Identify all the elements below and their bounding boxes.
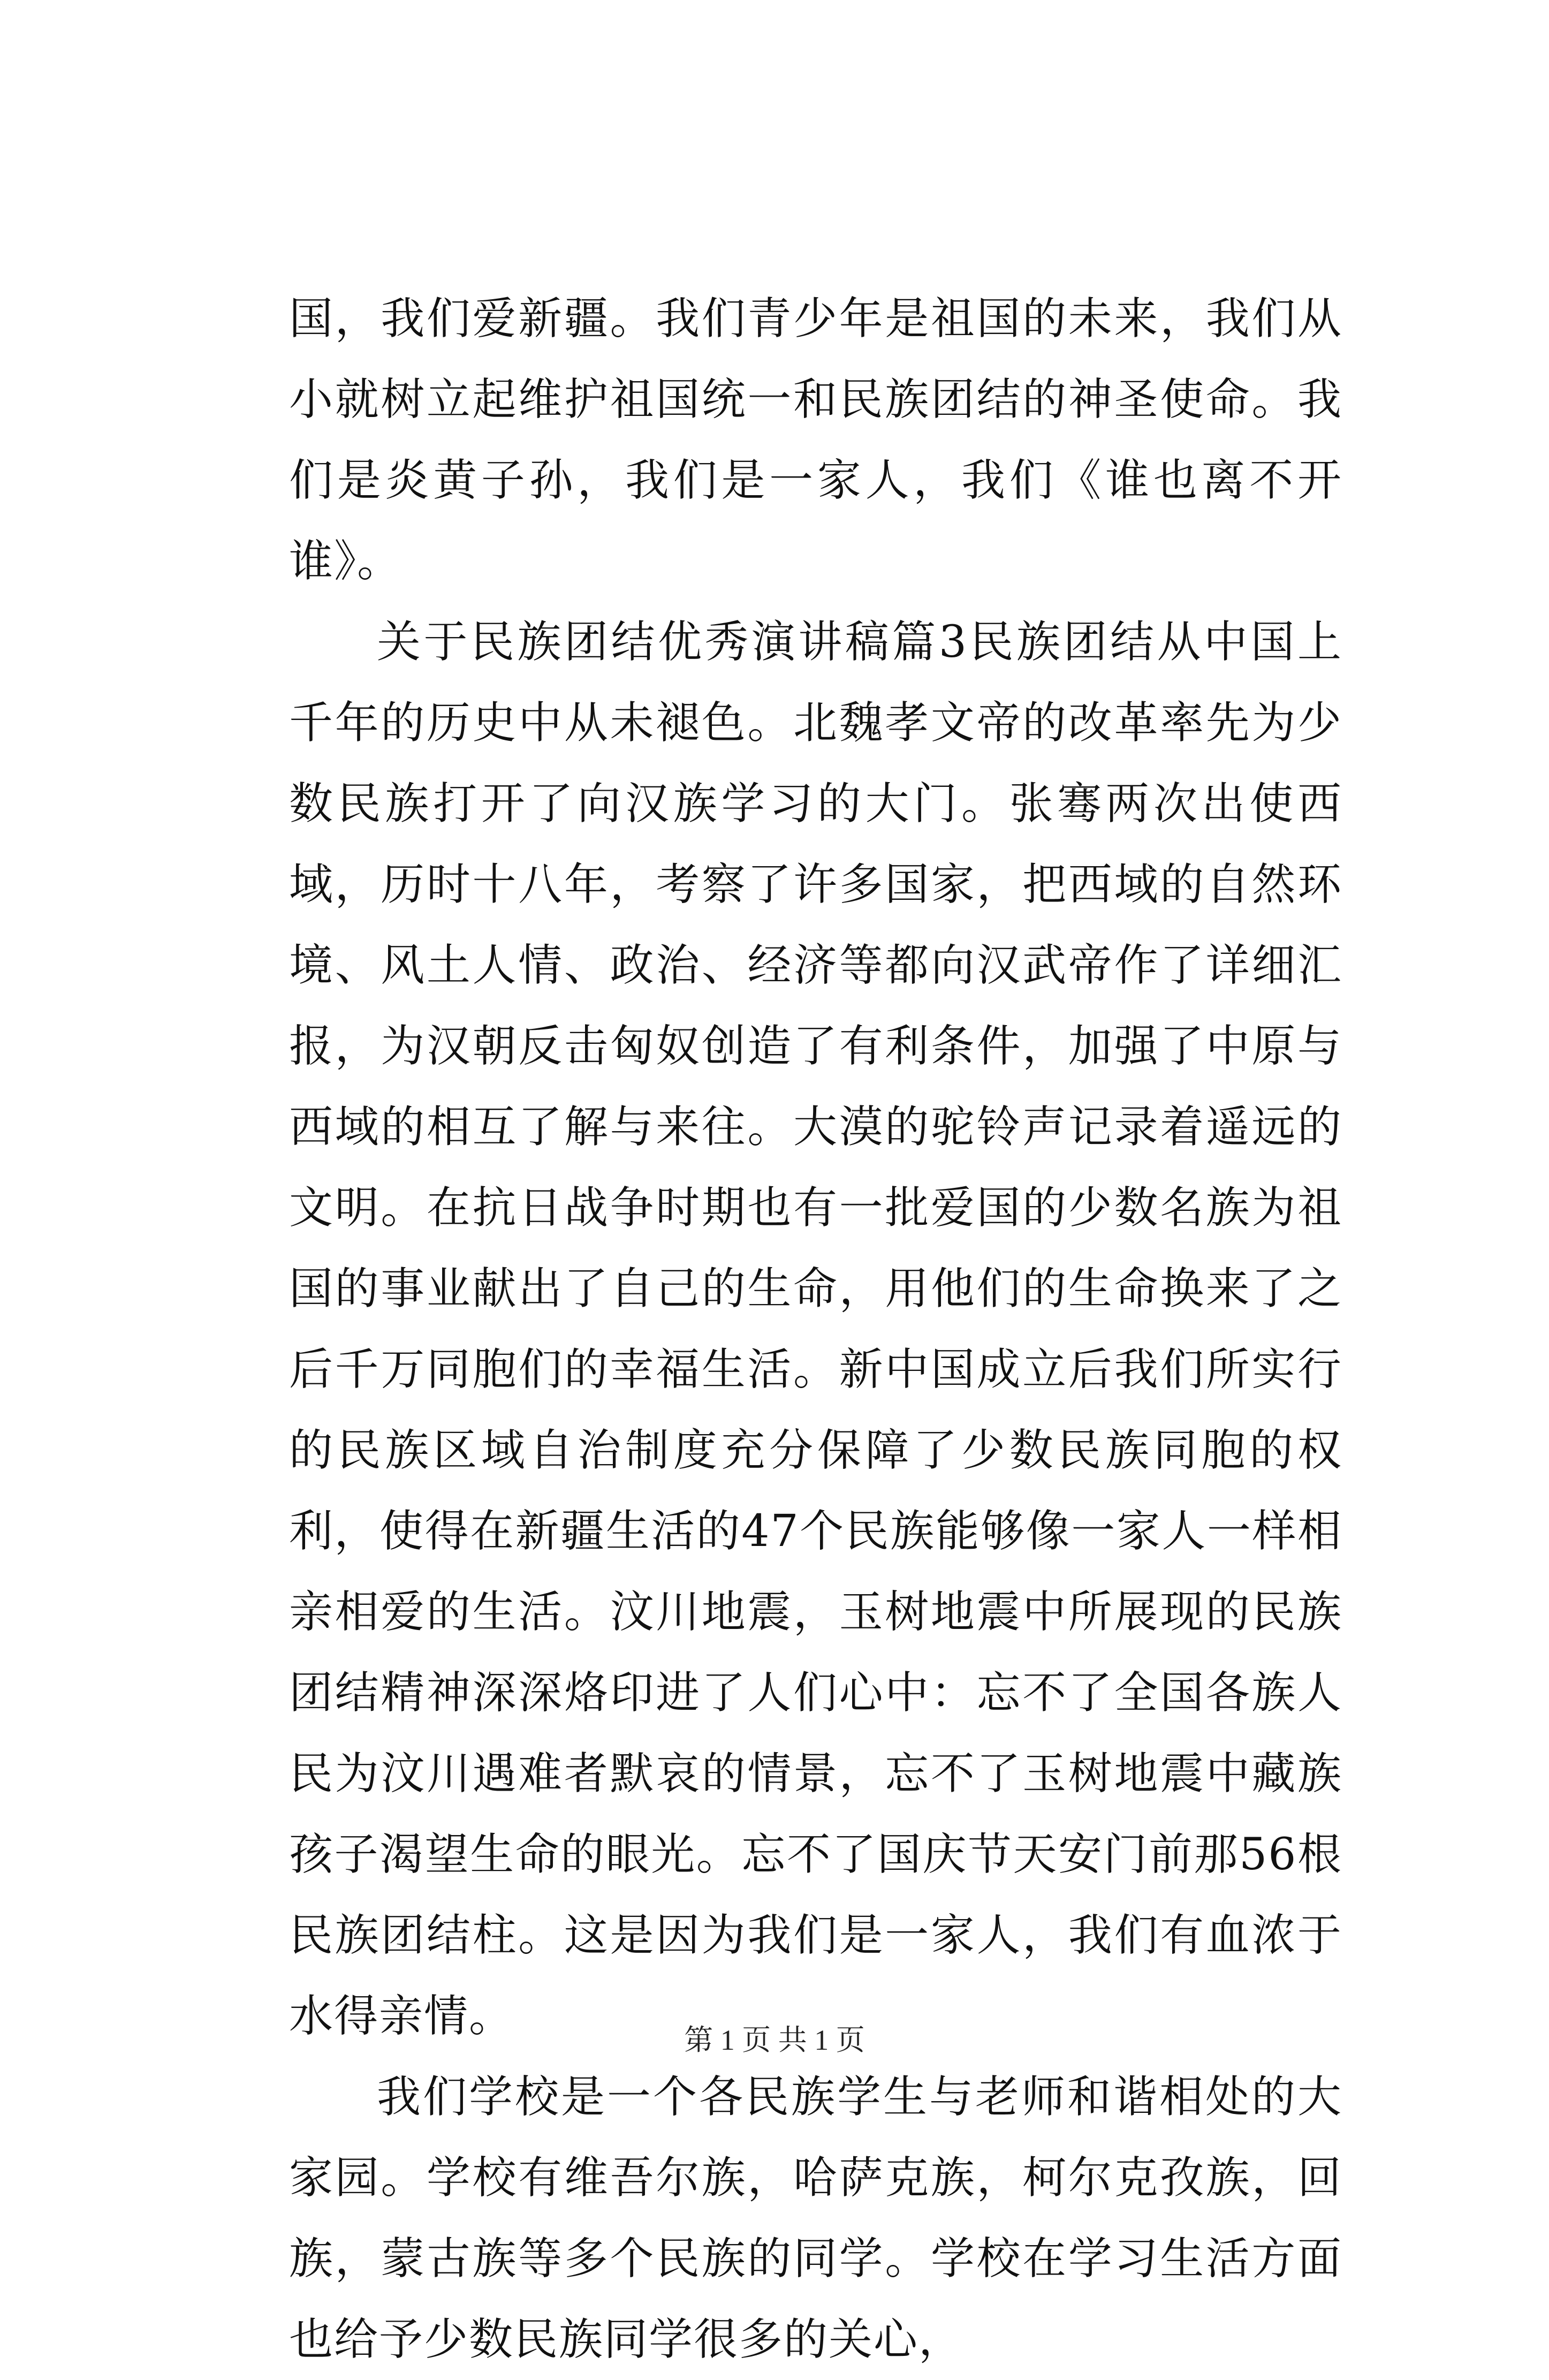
- page-footer: 第 1 页 共 1 页: [684, 2024, 865, 2056]
- paragraph-1: 国，我们爱新疆。我们青少年是祖国的未来，我们从小就树立起维护祖国统一和民族团结的神圣使命。我们是炎黄子孙，我们是一家人，我们《谁也离不开谁》。: [289, 293, 1342, 587]
- paragraph-2: 关于民族团结优秀演讲稿篇3民族团结从中国上千年的历史中从未褪色。北魏孝文帝的改革率先为少数民族打开了向汉族学习的大门。张骞两次出使西域，历时十八年，考察了许多国家，把西域的自然环境、风土人情、政治、经济等都向汉武帝作了详细汇报，为汉朝反击匈奴创造了有利条件，加强了中原与西域的相互了解与来往。大漠的驼铃声记录着遥远的文明。在抗日战争时期也有一批爱国的少数名族为祖国的事业献出了自己的生命，用他们的生命换来了之后千万同胞们的幸福生活。新中国成立后我们所实行的民族区域自治制度充分保障了少数民族同胞的权利，使得在新疆生活的47个民族能够像一家人一样相亲相爱的生活。汶川地震，玉树地震中所展现的民族团结精神深深烙印进了人们心中：忘不了全国各族人民为汶川遇难者默哀的情景，忘不了玉树地震中藏族孩子渴望生命的眼光。忘不了国庆节天安门前那56根民族团结柱。这是因为我们是一家人，我们有血浓于水得亲情。: [289, 617, 1342, 2042]
- document-body: [289, 278, 1342, 2380]
- paragraph-3: 我们学校是一个各民族学生与老师和谐相处的大家园。学校有维吾尔族，哈萨克族，柯尔克孜族，回族，蒙古族等多个民族的同学。学校在学习生活方面也给予少数民族同学很多的关心，: [289, 2072, 1342, 2365]
